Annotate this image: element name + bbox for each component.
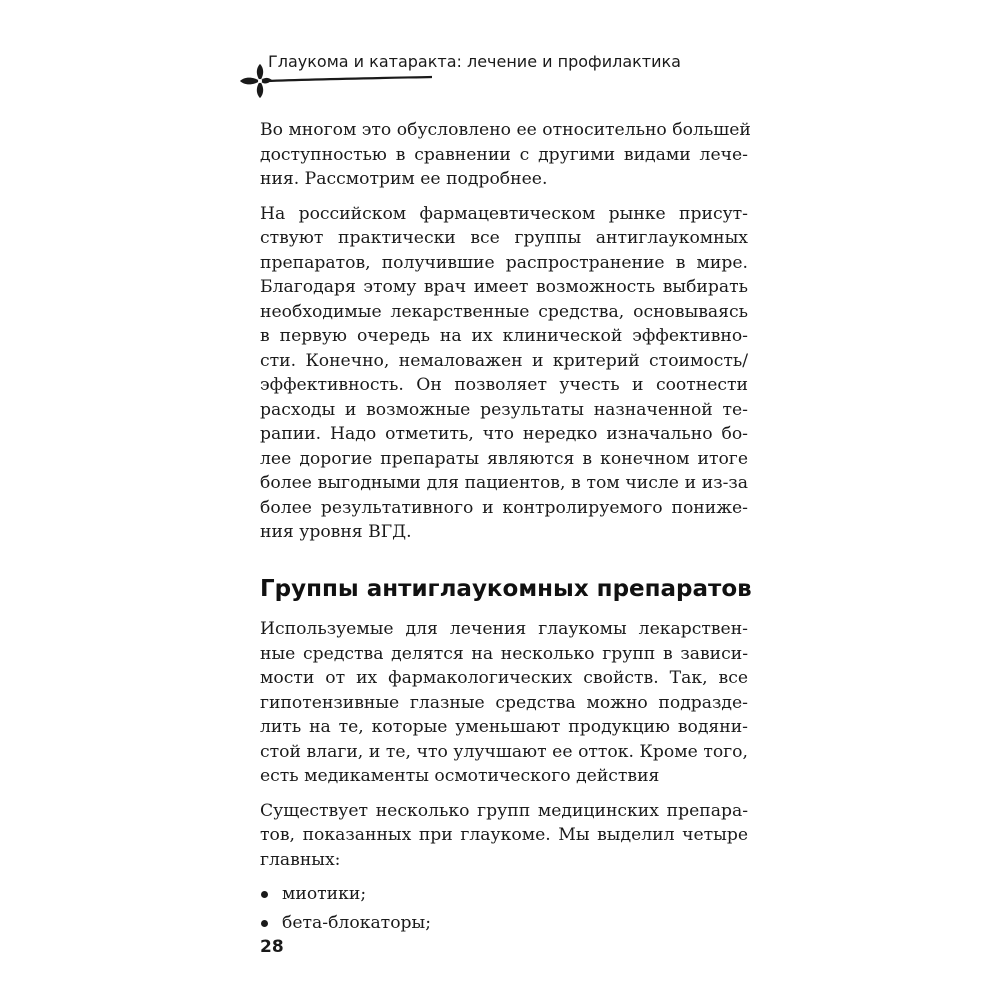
- text-line: ния уровня ВГД.: [260, 522, 412, 542]
- text-line: мости от их фармакологических свойств. Так, все: [260, 668, 748, 688]
- page-body: [260, 118, 752, 940]
- bullet-icon: [261, 920, 268, 927]
- bullet-list: [260, 882, 748, 940]
- section-heading: Группы антиглаукомных препаратов: [260, 575, 752, 602]
- page-number: 28: [260, 937, 284, 957]
- paragraph-1: [260, 118, 751, 192]
- text-line: более выгодными для пациентов, в том числе и из-за: [260, 473, 748, 493]
- text-line: есть медикаменты осмотического действия: [260, 766, 660, 786]
- text-line: эффективность. Он позволяет учесть и соотнести: [260, 375, 748, 395]
- text-line: ные средства делятся на несколько групп в зависи-: [260, 643, 748, 664]
- text-line: сти. Конечно, немаловажен и критерий стоимость/: [260, 350, 748, 371]
- text-line: тов, показанных при глаукоме. Мы выделил четыре: [260, 825, 748, 845]
- text-line: главных:: [260, 849, 341, 870]
- list-item-text: миотики;: [282, 884, 367, 904]
- running-title: Глаукома и катаракта: лечение и профилактика: [268, 52, 681, 71]
- text-line: На российском фармацевтическом рынке присут-: [260, 203, 748, 224]
- text-line: Во многом это обусловлено ее относительно большей: [260, 120, 751, 140]
- text-line: препаратов, получившие распространение в мире.: [260, 252, 748, 273]
- text-line: ния. Рассмотрим ее подробнее.: [260, 169, 548, 189]
- paragraph-3: [260, 617, 748, 789]
- text-line: расходы и возможные результаты назначенной те-: [260, 399, 748, 420]
- text-line: стой влаги, и те, что улучшают ее отток. Кроме того,: [260, 741, 748, 762]
- list-item: [260, 882, 748, 911]
- text-line: лее дорогие препараты являются в конечном итоге: [260, 448, 748, 469]
- text-line: Существует несколько групп медицинских препара-: [260, 800, 748, 821]
- text-line: в первую очередь на их клинической эффективно-: [260, 326, 748, 346]
- text-line: гипотензивные глазные средства можно подразде-: [260, 692, 748, 713]
- text-line: более результативного и контролируемого пониже-: [260, 497, 748, 518]
- text-line: лить на те, которые уменьшают продукцию водяни-: [260, 717, 748, 737]
- text-line: необходимые лекарственные средства, основываясь: [260, 301, 748, 322]
- running-header: [232, 46, 681, 96]
- text-line: ствуют практически все группы антиглаукомных: [260, 228, 748, 248]
- list-item: [260, 911, 748, 940]
- text-line: рапии. Надо отметить, что нередко изначально бо-: [260, 424, 748, 444]
- bullet-icon: [261, 891, 268, 898]
- list-item-text: бета-блокаторы;: [282, 913, 432, 933]
- paragraph-2: [260, 202, 748, 545]
- text-line: Используемые для лечения глаукомы лекарствен-: [260, 619, 748, 639]
- paragraph-4: [260, 799, 748, 873]
- text-line: Благодаря этому врач имеет возможность выбирать: [260, 277, 748, 297]
- text-line: доступностью в сравнении с другими видами лече-: [260, 144, 748, 165]
